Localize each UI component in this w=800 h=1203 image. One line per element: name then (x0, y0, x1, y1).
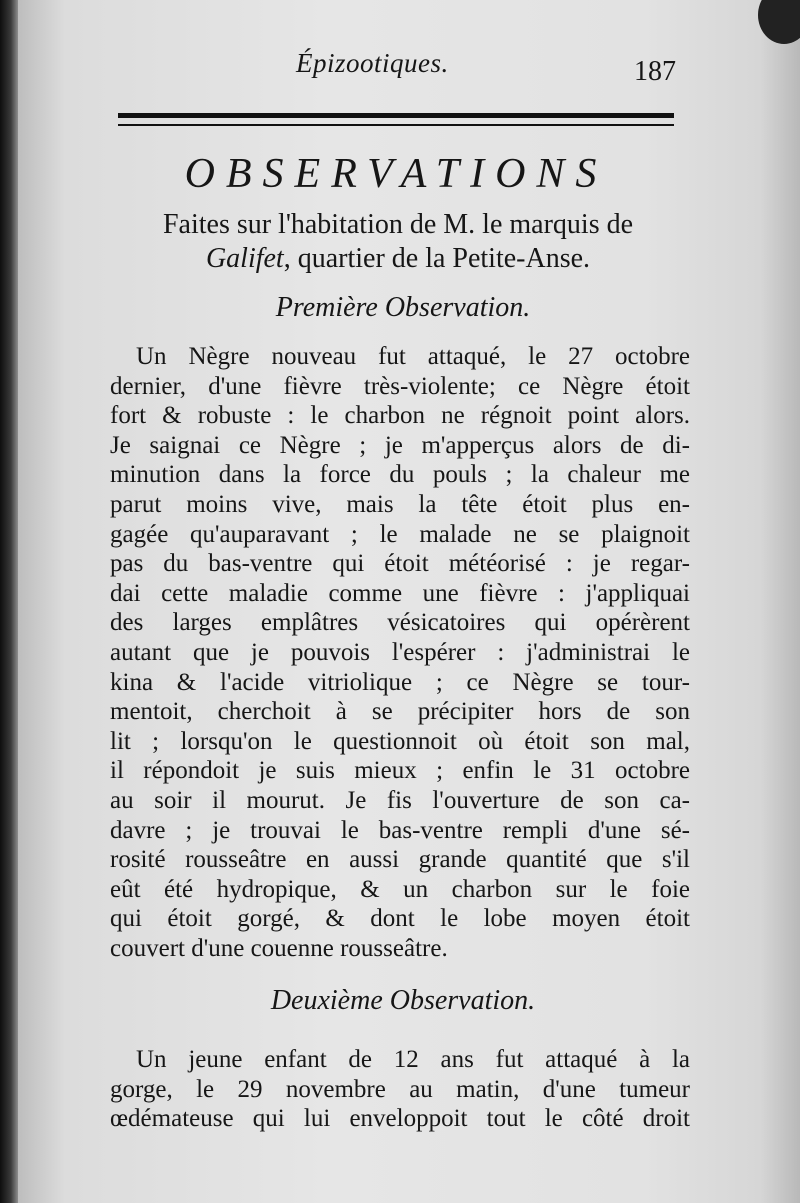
subtitle-place-name: Galifet (205, 243, 284, 274)
subtitle-line-2 (108, 243, 688, 275)
text-line: au soir il mourut. Je fis l'ouverture de son ca- (110, 787, 690, 814)
header-rule-thin (118, 124, 674, 126)
book-gutter (0, 0, 18, 1203)
text-line: gagée qu'auparavant ; le malade ne se plaignoit (110, 520, 690, 548)
observation-title-1: Première Observation. (275, 292, 531, 323)
text-line: parut moins vive, mais la tête étoit plus en- (110, 491, 690, 518)
text-line: kina & l'acide vitriolique ; ce Nègre se tour- (110, 668, 690, 696)
text-line: dai cette maladie comme une fièvre : j'appliquai (110, 579, 690, 607)
book-page (18, 0, 800, 1203)
text-line: dernier, d'une fièvre très-violente; ce Nègre étoit (110, 372, 690, 400)
subtitle-line-1: Faites sur l'habitation de M. le marquis de (162, 209, 634, 240)
text-line: œdémateuse qui lui enveloppoit tout le côté droit (110, 1105, 690, 1133)
text-line: gorge, le 29 novembre au matin, d'une tumeur (110, 1075, 690, 1103)
running-title: Épizootiques. (296, 48, 449, 78)
header-rule-thick (118, 113, 674, 118)
text-line: fort & robuste : le charbon ne régnoit point alors. (110, 402, 690, 430)
text-line: mentoit, cherchoit à se précipiter hors de son (110, 698, 690, 726)
section-heading: OBSERVATIONS (184, 151, 608, 197)
text-line: minution dans la force du pouls ; la chaleur me (110, 461, 690, 489)
text-line: qui étoit gorgé, & dont le lobe moyen étoit (110, 905, 690, 933)
text-line: pas du bas-ventre qui étoit météorisé : je regar- (110, 550, 690, 578)
text-line: Je saignai ce Nègre ; je m'apperçus alors de di- (110, 431, 690, 459)
text-line: il répondoit je suis mieux ; enfin le 31 octobre (110, 757, 690, 785)
text-line: des larges emplâtres vésicatoires qui opérèrent (110, 609, 690, 637)
text-line: Un jeune enfant de 12 ans fut attaqué à la (136, 1046, 690, 1073)
subtitle-line-2-rest: , quartier de la Petite-Anse. (283, 243, 591, 274)
text-line: Un Nègre nouveau fut attaqué, le 27 octobre (136, 343, 690, 370)
text-line: couvert d'une couenne rousseâtre. (110, 935, 448, 962)
text-line: autant que je pouvois l'espérer : j'administrai le (110, 639, 690, 666)
text-line: davre ; je trouvai le bas-ventre rempli d'une sé- (110, 816, 690, 844)
text-line: lit ; lorsqu'on le questionnoit où étoit son mal, (110, 727, 690, 755)
page-number: 187 (634, 56, 676, 87)
text-line: rosité rousseâtre en aussi grande quantité que s'il (110, 846, 690, 874)
text-line: eût été hydropique, & un charbon sur le foie (110, 875, 690, 903)
observation-title-2: Deuxième Observation. (270, 985, 536, 1016)
page-edge-shadow (760, 0, 800, 1203)
